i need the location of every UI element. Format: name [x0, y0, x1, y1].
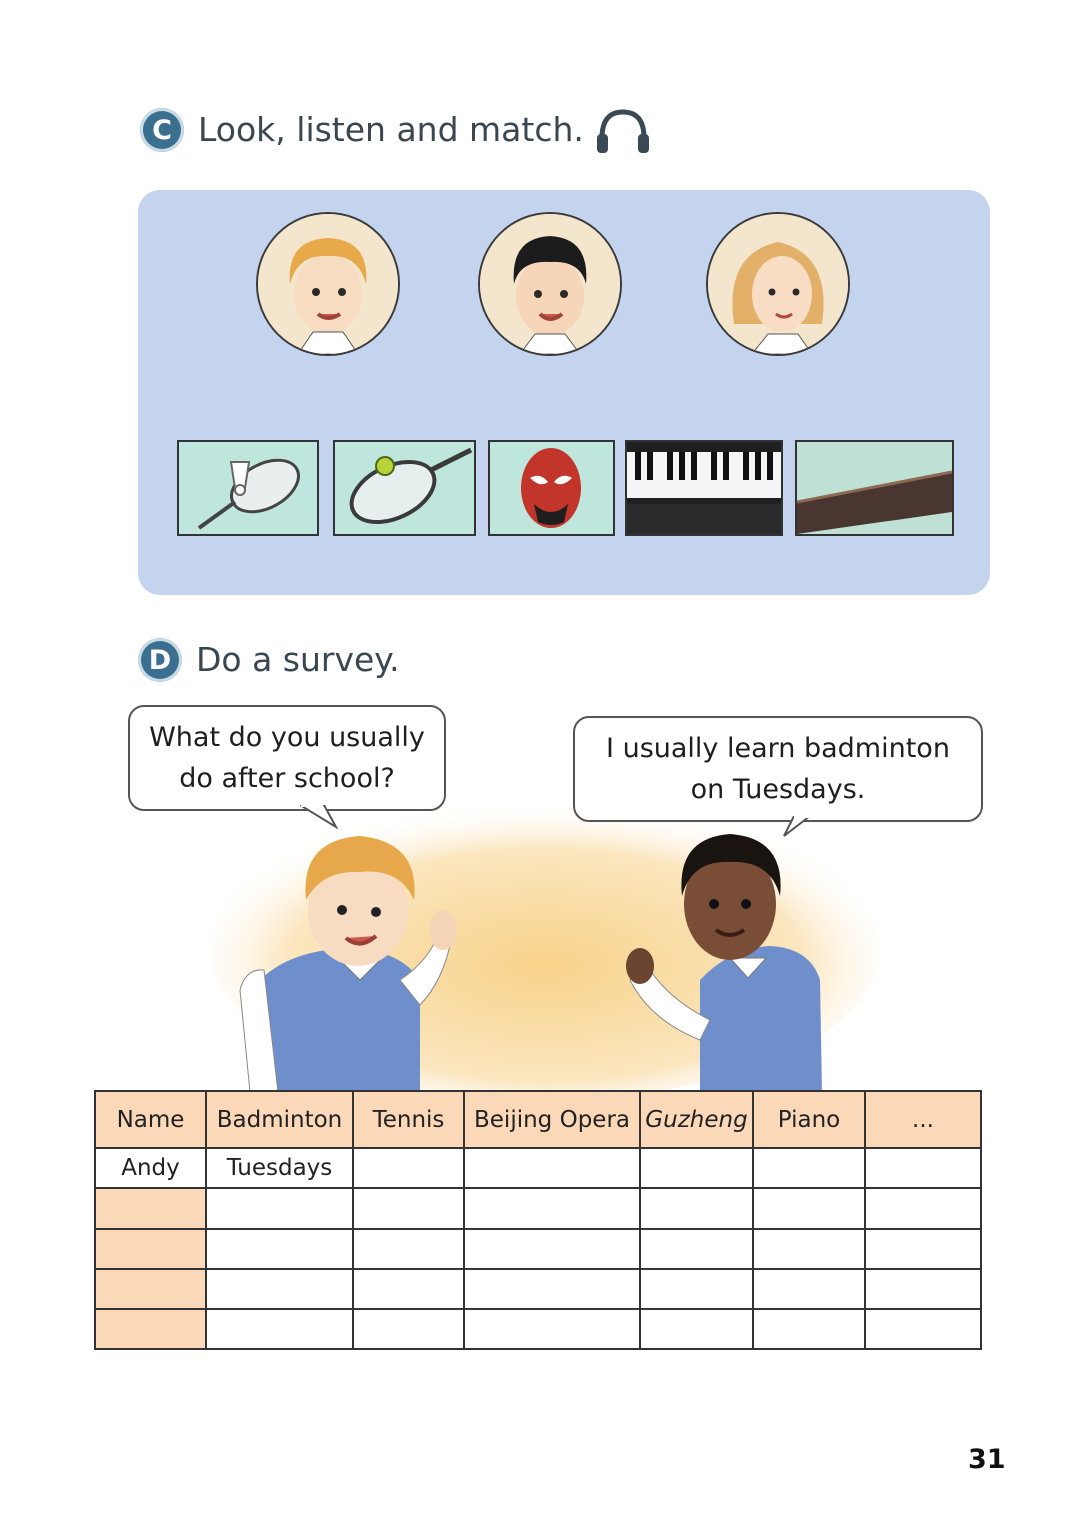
- section-c-title: Look, listen and match.: [198, 110, 584, 149]
- section-d-title: Do a survey.: [196, 640, 400, 679]
- more-cell[interactable]: [865, 1309, 981, 1349]
- portrait-blonde-girl[interactable]: [706, 212, 850, 356]
- header-badminton: Badminton: [206, 1091, 353, 1148]
- tennis-picture[interactable]: [333, 440, 476, 536]
- tennis-cell[interactable]: [353, 1229, 464, 1269]
- bubble-answer-line1: I usually learn badminton: [606, 733, 950, 764]
- portrait-blond-boy[interactable]: [256, 212, 400, 356]
- piano-picture[interactable]: [625, 440, 783, 536]
- bubble-question-line1: What do you usually: [149, 722, 425, 753]
- survey-header-row: [95, 1091, 981, 1148]
- speech-bubble-answer: [573, 716, 983, 822]
- beijing-opera-cell[interactable]: [464, 1309, 640, 1349]
- more-cell[interactable]: [865, 1148, 981, 1188]
- table-row: [95, 1229, 981, 1269]
- dark-skinned-boy-figure: [626, 834, 822, 1092]
- speech-bubble-question: [128, 705, 446, 811]
- page-number: 31: [968, 1444, 1006, 1475]
- table-row: [95, 1309, 981, 1349]
- beijing-opera-mask-picture[interactable]: [488, 440, 615, 536]
- guzheng-picture[interactable]: [795, 440, 954, 536]
- section-d-badge: D: [138, 638, 182, 682]
- header-piano: Piano: [753, 1091, 865, 1148]
- guzheng-cell[interactable]: [640, 1188, 753, 1228]
- table-row: [95, 1269, 981, 1309]
- guzheng-cell[interactable]: [640, 1148, 753, 1188]
- survey-table: [94, 1090, 982, 1350]
- tennis-cell[interactable]: [353, 1309, 464, 1349]
- header-more: ...: [865, 1091, 981, 1148]
- headphones-icon[interactable]: [594, 108, 652, 156]
- badminton-cell[interactable]: Tuesdays: [206, 1148, 353, 1188]
- tennis-cell[interactable]: [353, 1148, 464, 1188]
- beijing-opera-cell[interactable]: [464, 1148, 640, 1188]
- more-cell[interactable]: [865, 1269, 981, 1309]
- piano-cell[interactable]: [753, 1309, 865, 1349]
- name-cell[interactable]: [95, 1188, 206, 1228]
- piano-cell[interactable]: [753, 1229, 865, 1269]
- badminton-cell[interactable]: [206, 1188, 353, 1228]
- header-name: Name: [95, 1091, 206, 1148]
- portrait-dark-haired-boy[interactable]: [478, 212, 622, 356]
- badminton-cell[interactable]: [206, 1269, 353, 1309]
- header-guzheng: Guzheng: [640, 1091, 753, 1148]
- bubble-tail-left: [300, 805, 340, 829]
- section-c-badge: C: [140, 108, 184, 152]
- piano-cell[interactable]: [753, 1188, 865, 1228]
- badminton-cell[interactable]: [206, 1309, 353, 1349]
- guzheng-cell[interactable]: [640, 1309, 753, 1349]
- bubble-question-line2: do after school?: [179, 763, 395, 794]
- badminton-picture[interactable]: [177, 440, 319, 536]
- badminton-cell[interactable]: [206, 1229, 353, 1269]
- name-cell[interactable]: [95, 1229, 206, 1269]
- header-tennis: Tennis: [353, 1091, 464, 1148]
- header-beijing-opera: Beijing Opera: [464, 1091, 640, 1148]
- two-boys-illustration: [230, 830, 830, 1092]
- more-cell[interactable]: [865, 1229, 981, 1269]
- beijing-opera-cell[interactable]: [464, 1229, 640, 1269]
- tennis-cell[interactable]: [353, 1188, 464, 1228]
- name-cell[interactable]: [95, 1309, 206, 1349]
- name-cell[interactable]: [95, 1269, 206, 1309]
- beijing-opera-cell[interactable]: [464, 1188, 640, 1228]
- blond-boy-figure: [240, 836, 457, 1092]
- beijing-opera-cell[interactable]: [464, 1269, 640, 1309]
- name-cell[interactable]: Andy: [95, 1148, 206, 1188]
- piano-cell[interactable]: [753, 1148, 865, 1188]
- guzheng-cell[interactable]: [640, 1269, 753, 1309]
- more-cell[interactable]: [865, 1188, 981, 1228]
- guzheng-cell[interactable]: [640, 1229, 753, 1269]
- tennis-cell[interactable]: [353, 1269, 464, 1309]
- table-row: [95, 1188, 981, 1228]
- table-row: [95, 1148, 981, 1188]
- bubble-answer-line2: on Tuesdays.: [690, 774, 866, 805]
- piano-cell[interactable]: [753, 1269, 865, 1309]
